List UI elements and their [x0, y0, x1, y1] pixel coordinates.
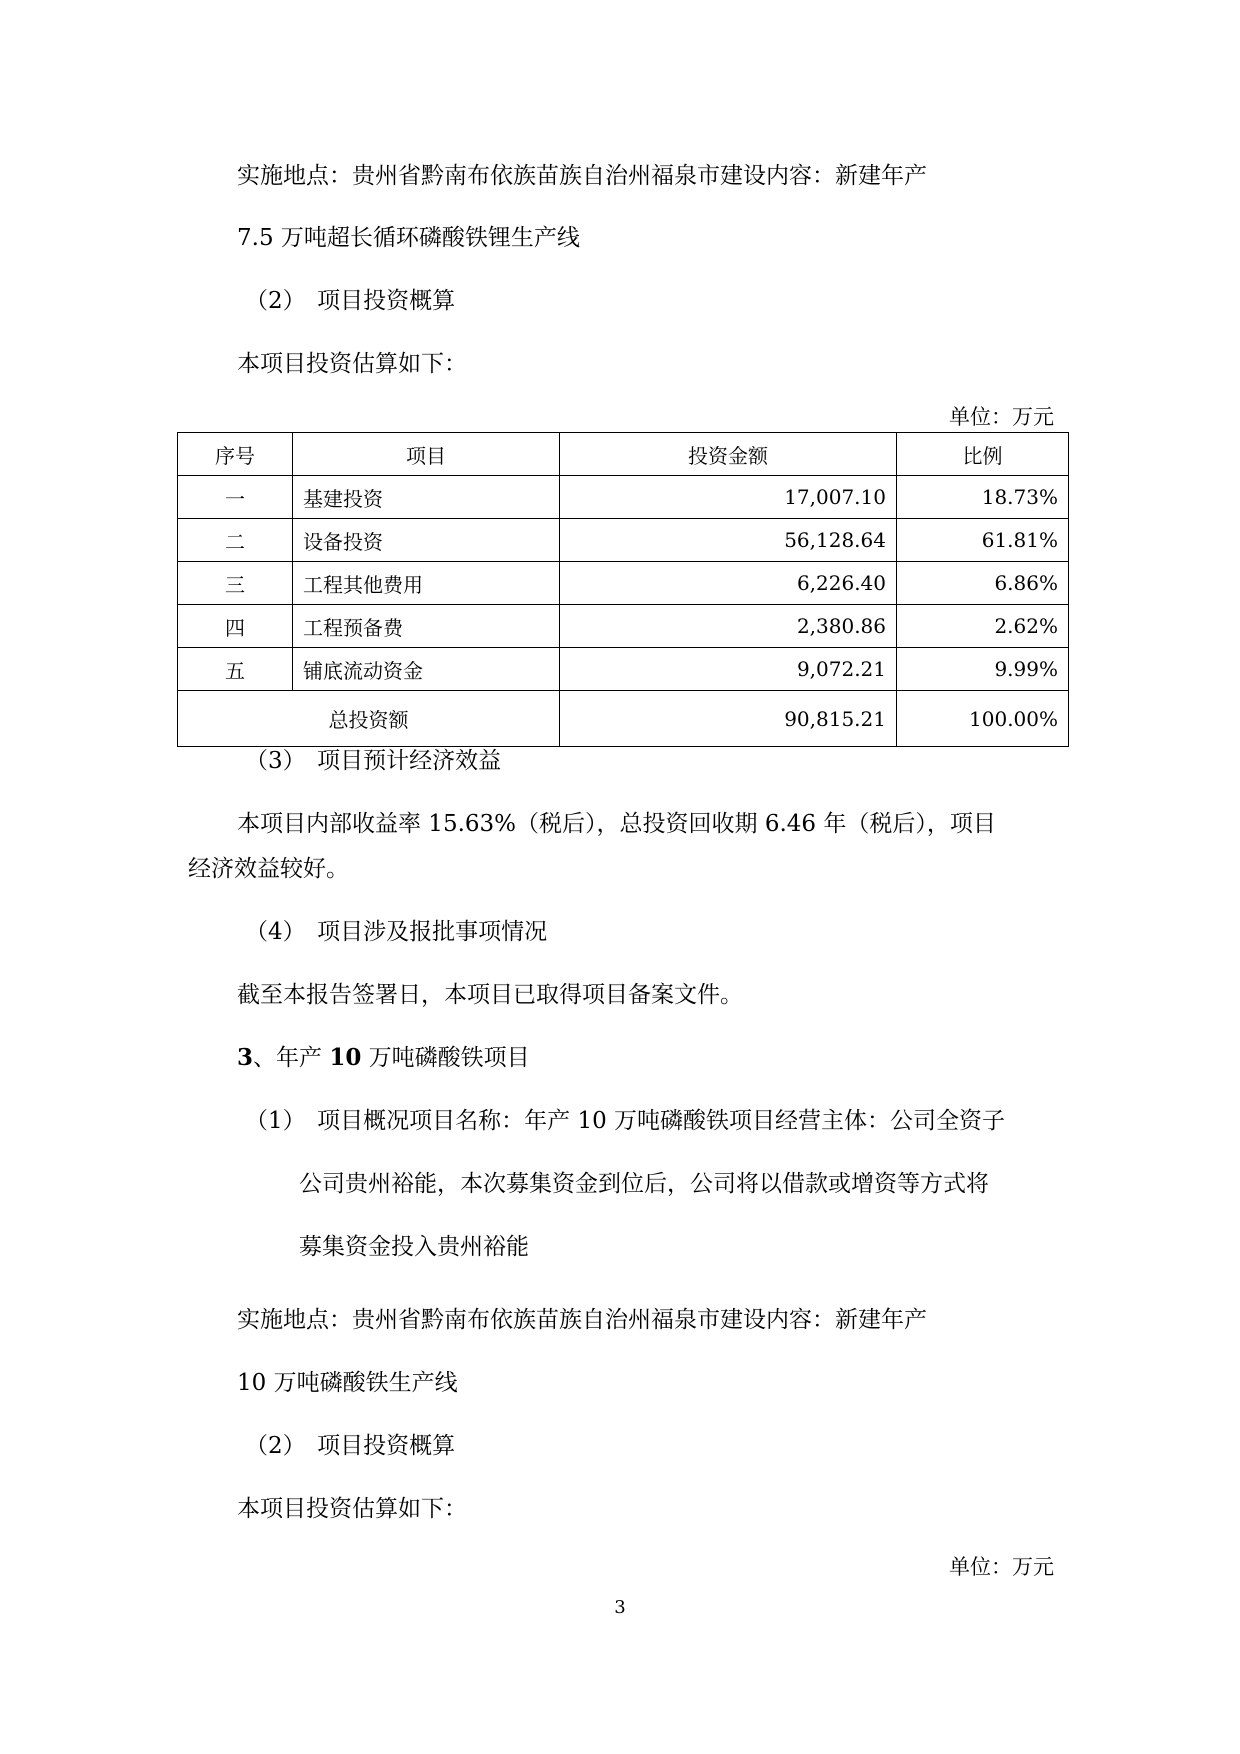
s3-heading-investment-estimate: （2） 项目投资概算 [245, 1433, 456, 1459]
heading-approval: （4） 项目涉及报批事项情况 [245, 919, 548, 945]
row-ratio: 6.86% [897, 562, 1069, 605]
table-row [178, 648, 1069, 691]
row-no: 一 [178, 476, 293, 519]
row-no: 四 [178, 605, 293, 648]
total-amount: 90,815.21 [560, 691, 897, 747]
table-row [178, 562, 1069, 605]
section-3-title [237, 1043, 530, 1073]
table-row [178, 519, 1069, 562]
table-row [178, 605, 1069, 648]
row-no: 二 [178, 519, 293, 562]
row-ratio: 2.62% [897, 605, 1069, 648]
table-row [178, 476, 1069, 519]
row-no: 三 [178, 562, 293, 605]
s3-location-line-1: 实施地点：贵州省黔南布依族苗族自治州福泉市建设内容：新建年产 [237, 1307, 927, 1333]
heading-investment-estimate: （2） 项目投资概算 [245, 288, 456, 314]
row-item: 工程预备费 [293, 605, 560, 648]
row-item: 基建投资 [293, 476, 560, 519]
overview-line-1: （1） 项目概况项目名称：年产 10 万吨磷酸铁项目经营主体：公司全资子 [245, 1108, 1006, 1134]
heading-economic-benefit: （3） 项目预计经济效益 [245, 748, 502, 774]
benefit-line-2: 经济效益较好。 [188, 856, 349, 882]
s3-unit-label: 单位：万元 [949, 1555, 1054, 1579]
location-line-1: 实施地点：贵州省黔南布依族苗族自治州福泉市建设内容：新建年产 [237, 163, 927, 189]
unit-label: 单位：万元 [949, 405, 1054, 429]
section-3-title-end: 万吨磷酸铁项目 [361, 1045, 530, 1071]
row-item: 铺底流动资金 [293, 648, 560, 691]
row-amount: 56,128.64 [560, 519, 897, 562]
section-3-title-bold: 10 [329, 1044, 362, 1071]
page-number: 3 [614, 1597, 626, 1618]
overview-line-2: 公司贵州裕能，本次募集资金到位后，公司将以借款或增资等方式将 [299, 1171, 989, 1197]
row-amount: 6,226.40 [560, 562, 897, 605]
row-ratio: 9.99% [897, 648, 1069, 691]
investment-intro: 本项目投资估算如下： [237, 351, 467, 377]
table-header-row [178, 433, 1069, 476]
header-amount: 投资金额 [560, 433, 897, 476]
overview-line-3: 募集资金投入贵州裕能 [299, 1234, 529, 1260]
section-3-number: 3 [237, 1044, 254, 1071]
benefit-line-1: 本项目内部收益率 15.63%（税后），总投资回收期 6.46 年（税后），项目 [237, 811, 996, 837]
table-total-row [178, 691, 1069, 747]
row-ratio: 61.81% [897, 519, 1069, 562]
s3-location-line-2: 10 万吨磷酸铁生产线 [237, 1370, 458, 1396]
approval-text: 截至本报告签署日，本项目已取得项目备案文件。 [237, 982, 743, 1008]
investment-table [177, 432, 1069, 747]
header-ratio: 比例 [897, 433, 1069, 476]
row-ratio: 18.73% [897, 476, 1069, 519]
location-line-2: 7.5 万吨超长循环磷酸铁锂生产线 [237, 225, 580, 251]
total-ratio: 100.00% [897, 691, 1069, 747]
header-no: 序号 [178, 433, 293, 476]
row-amount: 17,007.10 [560, 476, 897, 519]
row-amount: 9,072.21 [560, 648, 897, 691]
row-amount: 2,380.86 [560, 605, 897, 648]
total-label: 总投资额 [178, 691, 560, 747]
row-item: 工程其他费用 [293, 562, 560, 605]
section-3-title-mid: 、年产 [253, 1045, 330, 1071]
row-no: 五 [178, 648, 293, 691]
row-item: 设备投资 [293, 519, 560, 562]
header-item: 项目 [293, 433, 560, 476]
s3-investment-intro: 本项目投资估算如下： [237, 1496, 467, 1522]
